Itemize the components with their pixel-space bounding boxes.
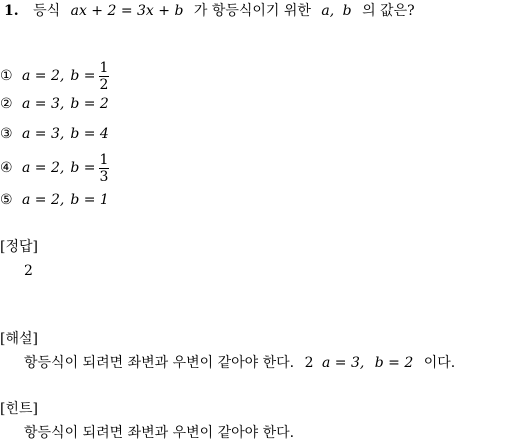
explanation-suffix: 이다. <box>423 355 456 371</box>
choice-4-fraction <box>99 153 110 184</box>
explanation-number: 2 <box>304 355 314 371</box>
hint-body: 항등식이 되려면 좌변과 우변이 같아야 한다. <box>24 425 295 441</box>
choice-5[interactable] <box>0 191 109 209</box>
hint-label: [힌트] <box>0 401 38 417</box>
choice-2[interactable] <box>0 95 109 113</box>
explanation-label: [해설] <box>0 331 38 347</box>
explanation-math-a: a = 3, <box>321 355 365 371</box>
choice-4-b: b = <box>70 160 96 176</box>
choice-marker-2: ② <box>0 96 13 112</box>
choice-1-frac-num: 1 <box>99 59 109 76</box>
choice-1[interactable] <box>0 59 109 93</box>
choice-4[interactable] <box>0 151 109 185</box>
choice-5-b: b = 1 <box>70 192 109 208</box>
question-var-a: a, <box>321 3 335 19</box>
explanation-text: 항등식이 되려면 좌변과 우변이 같아야 한다. <box>24 355 295 371</box>
choice-1-frac-den: 2 <box>99 76 109 93</box>
choice-marker-4: ④ <box>0 160 13 176</box>
question-equation: ax + 2 = 3x + b <box>70 3 184 19</box>
choice-marker-5: ⑤ <box>0 192 13 208</box>
choice-1-a: a = 2, <box>22 68 65 84</box>
question-text-after: 의 값은? <box>362 3 415 19</box>
choice-1-b: b = <box>70 68 96 84</box>
choice-2-b: b = 2 <box>70 96 109 112</box>
choice-1-fraction <box>99 61 110 92</box>
choice-5-a: a = 2, <box>22 192 65 208</box>
question-text-before: 등식 <box>33 3 61 19</box>
choice-4-frac-num: 1 <box>99 151 109 168</box>
question-number: 1. <box>4 3 19 19</box>
choice-3-a: a = 3, <box>22 126 65 142</box>
explanation-math-b: b = 2 <box>374 355 414 371</box>
question-line <box>4 2 415 20</box>
question-var-b: b <box>342 3 352 19</box>
choice-marker-3: ③ <box>0 126 13 142</box>
explanation-body <box>24 354 455 372</box>
answer-label: [정답] <box>0 239 38 255</box>
choice-2-a: a = 3, <box>22 96 65 112</box>
question-text-middle: 가 항등식이기 위한 <box>193 3 311 19</box>
choice-4-frac-den: 3 <box>99 168 109 185</box>
choice-3[interactable] <box>0 125 109 143</box>
choice-marker-1: ① <box>0 68 13 84</box>
answer-value: 2 <box>24 263 33 279</box>
choice-3-b: b = 4 <box>70 126 109 142</box>
choice-4-a: a = 2, <box>22 160 65 176</box>
